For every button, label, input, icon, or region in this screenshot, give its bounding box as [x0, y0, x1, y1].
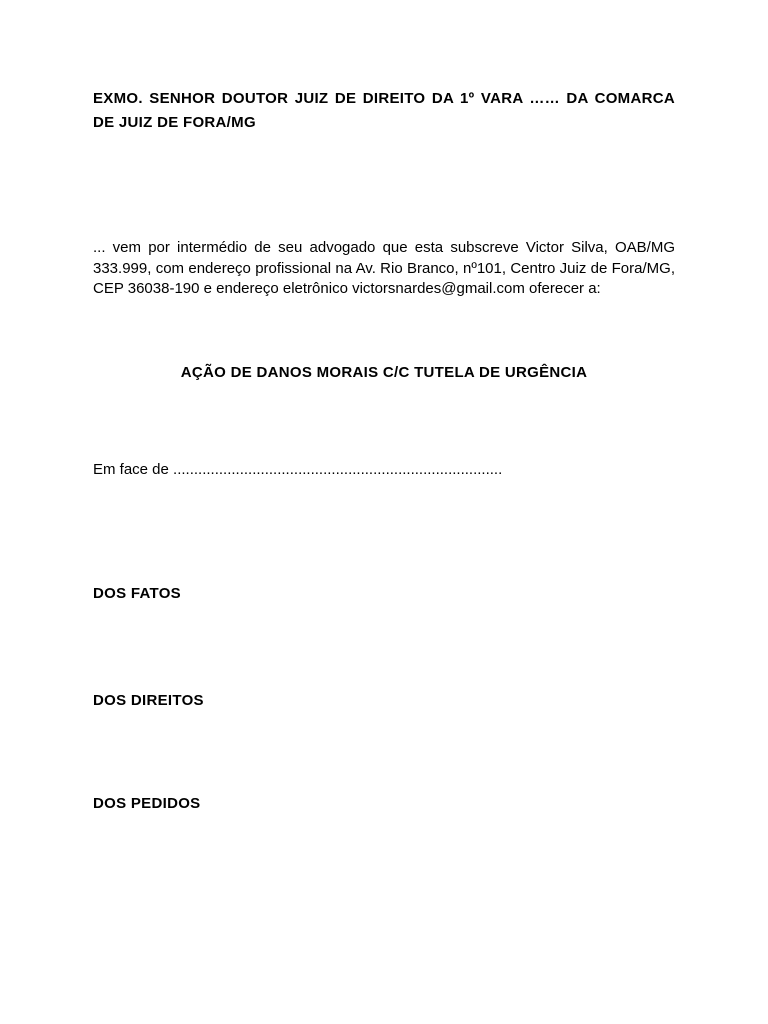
intro-paragraph: ... vem por intermédio de seu advogado que esta subscreve Victor Silva, OAB/MG 333.999, com endereço profissional na Av. Rio Branco, nº101, Centro Juiz de Fora/MG, CEP 36038-190 e endereço eletrônico victorsnardes@gmail.com oferecer a: — [93, 239, 675, 297]
section-heading-fatos: DOS FATOS — [93, 585, 181, 602]
addressee-heading: EXMO. SENHOR DOUTOR JUIZ DE DIREITO DA 1º VARA …… DA COMARCA DE JUIZ DE FORA/MG — [93, 90, 675, 131]
action-title: AÇÃO DE DANOS MORAIS C/C TUTELA DE URGÊNCIA — [180, 364, 588, 381]
em-face-line: Em face de ............................................................................... — [93, 461, 503, 478]
section-heading-pedidos: DOS PEDIDOS — [93, 795, 201, 812]
section-heading-direitos: DOS DIREITOS — [93, 692, 204, 709]
